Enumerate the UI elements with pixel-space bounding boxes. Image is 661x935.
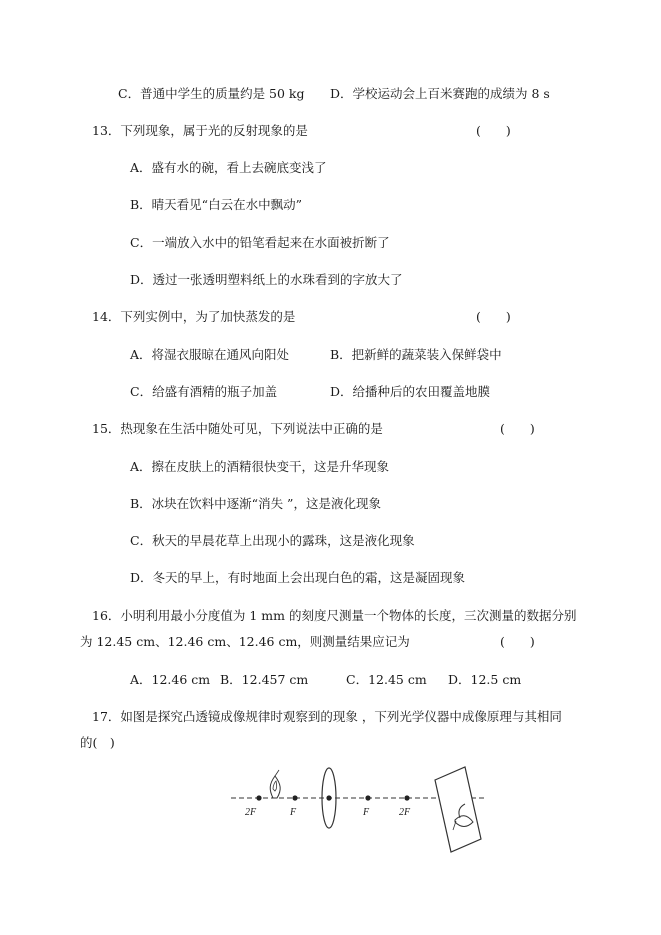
q15-option-c: C．秋天的早晨花草上出现小的露珠，这是液化现象: [130, 533, 415, 548]
q13-stem: 13．下列现象，属于光的反射现象的是: [92, 123, 308, 138]
lens-imaging-figure: [225, 762, 495, 854]
q13-option-c: C．一端放入水中的铅笔看起来在水面被折断了: [130, 235, 390, 250]
q15-option-b: B．冰块在饮料中逐渐“消失 ”，这是液化现象: [130, 496, 381, 511]
q14-answer-paren: ( ): [476, 309, 511, 324]
q16-option-b: B．12.457 cm: [220, 672, 309, 687]
q13-option-a: A．盛有水的碗，看上去碗底变浅了: [130, 160, 327, 175]
label-2f-left: 2F: [245, 807, 257, 818]
q16-answer-paren: ( ): [500, 634, 535, 649]
q17-stem-line2: 的( ): [80, 735, 115, 750]
q16-stem-line1: 16．小明利用最小分度值为 1 mm 的刻度尺测量一个物体的长度，三次测量的数据分别: [92, 608, 577, 623]
label-2f-right: 2F: [399, 807, 411, 818]
q14-option-b: B．把新鲜的蔬菜装入保鲜袋中: [330, 347, 502, 362]
q14-option-a: A．将湿衣服晾在通风向阳处: [130, 347, 290, 362]
q12-option-d: D．学校运动会上百米赛跑的成绩为 8 s: [330, 86, 550, 101]
label-f-left: F: [290, 807, 297, 818]
q16-stem-line2: 为 12.45 cm、12.46 cm、12.46 cm，则测量结果应记为: [80, 634, 410, 649]
q12-option-c: C．普通中学生的质量约是 50 kg: [118, 86, 305, 101]
candle-flame-icon: [270, 770, 280, 798]
q14-option-c: C．给盛有酒精的瓶子加盖: [130, 384, 278, 399]
point-2f-left: [256, 795, 261, 800]
q16-option-d: D．12.5 cm: [448, 672, 522, 687]
point-2f-right: [404, 795, 409, 800]
q14-option-d: D．给播种后的农田覆盖地膜: [330, 384, 491, 399]
q17-stem-line1: 17．如图是探究凸透镜成像规律时观察到的现象 ，下列光学仪器中成像原理与其相同: [92, 709, 562, 724]
q15-stem: 15．热现象在生活中随处可见，下列说法中正确的是: [92, 421, 383, 436]
q15-option-d: D．冬天的早上，有时地面上会出现白色的霜，这是凝固现象: [130, 570, 466, 585]
point-f-left: [292, 795, 297, 800]
light-screen: [435, 767, 481, 852]
label-f-right: F: [363, 807, 370, 818]
lens-center: [326, 795, 331, 800]
q13-option-d: D．透过一张透明塑料纸上的水珠看到的字放大了: [130, 272, 403, 287]
q14-stem: 14．下列实例中，为了加快蒸发的是: [92, 309, 296, 324]
q13-option-b: B．晴天看见“白云在水中飘动”: [130, 197, 302, 212]
point-f-right: [365, 795, 370, 800]
q13-answer-paren: ( ): [476, 123, 511, 138]
q15-answer-paren: ( ): [500, 421, 535, 436]
q16-option-a: A．12.46 cm: [130, 672, 211, 687]
q16-option-c: C．12.45 cm: [346, 672, 427, 687]
q15-option-a: A．擦在皮肤上的酒精很快变干，这是升华现象: [130, 459, 390, 474]
